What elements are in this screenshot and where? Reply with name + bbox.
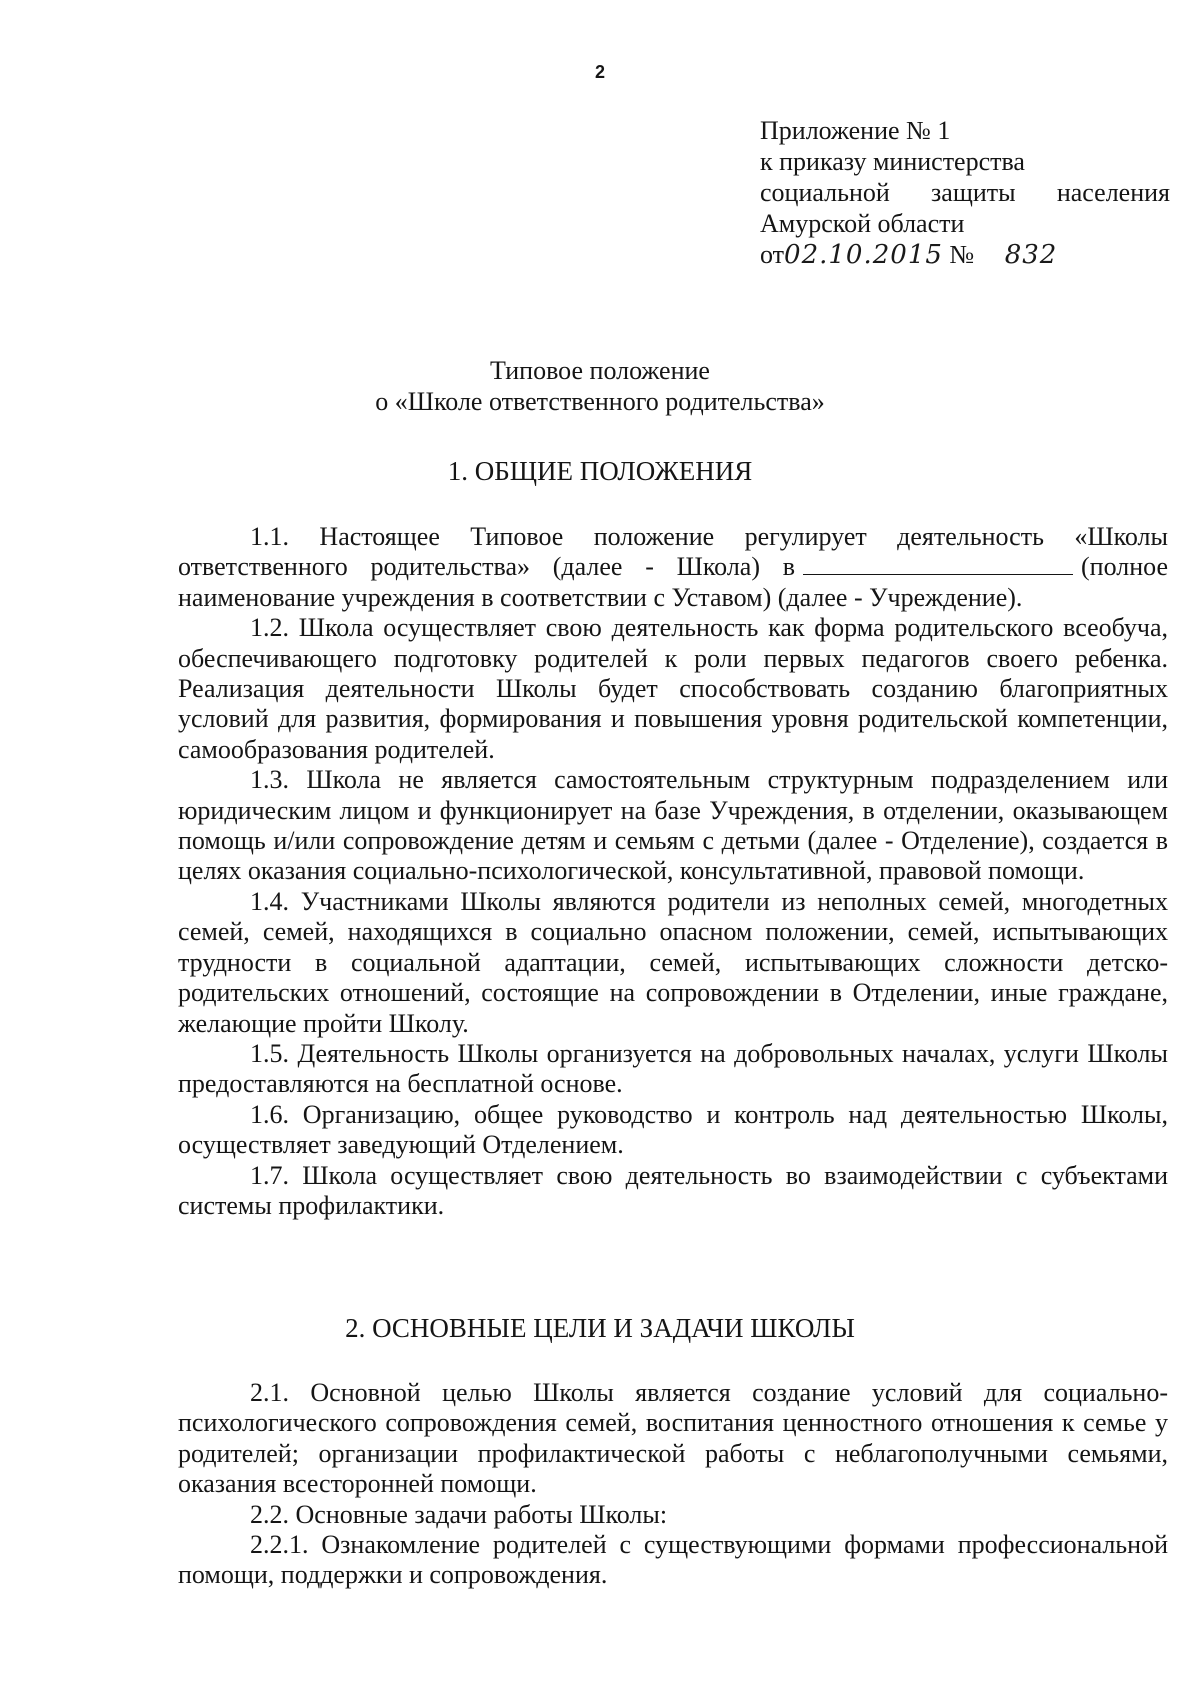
number-label: № (949, 240, 975, 269)
paragraph-1-6: 1.6. Организацию, общее руководство и контроль над деятельностью Школы, осуществляет заведующий Отделением. (178, 1099, 1168, 1160)
date-prefix: от (760, 240, 785, 269)
paragraph-1-2: 1.2. Школа осуществляет свою деятельность как форма родительского всеобуча, обеспечивающего подготовку родителей к роли первых педагогов своего ребенка. Реализация деятельности Школы будет способствовать созданию благоприятных условий для развития, формирования и повышения уровня родительской компетенции, самообразования родителей. (178, 613, 1168, 764)
section-2-body (178, 1378, 1168, 1591)
paragraph-1-5: 1.5. Деятельность Школы организуется на добровольных началах, услуги Школы предоставляются на бесплатной основе. (178, 1038, 1168, 1099)
page-number: 2 (594, 62, 605, 82)
title-line-1: Типовое положение (490, 356, 710, 385)
section-1-heading: 1. ОБЩИЕ ПОЛОЖЕНИЯ (447, 456, 753, 486)
handwritten-number: 832 (1004, 240, 1058, 270)
document-title (0, 355, 1200, 417)
paragraph-1-4: 1.4. Участниками Школы являются родители из неполных семей, многодетных семей, семей, находящихся в социально опасном положении, семей, испытывающих трудности в социальной адаптации, семей, испытывающих сложности детско-родительских отношений, состоящие на сопровождении в Отделении, иные граждане, желающие пройти Школу. (178, 886, 1168, 1038)
appendix-line-4: Амурской области (760, 209, 965, 238)
paragraph-1-3: 1.3. Школа не является самостоятельным структурным подразделением или юридическим лицом и функционирует на базе Учреждения, в отделении, оказывающем помощь и/или сопровождение детям и семьям с детьми (далее - Отделение), создается в целях оказания социально-психологической, консультативной, правовой помощи. (178, 765, 1168, 886)
paragraph-1-1 (178, 522, 1168, 613)
appendix-line-1: Приложение № 1 (760, 116, 951, 145)
paragraph-1-7: 1.7. Школа осуществляет свою деятельность во взаимодействии с субъектами системы профилактики. (178, 1160, 1168, 1220)
title-line-2: о «Школе ответственного родительства» (375, 387, 825, 416)
section-1-body (178, 522, 1168, 1221)
appendix-header (760, 115, 1170, 271)
paragraph-1-1-text-a: 1.1. Настоящее Типовое положение регулирует деятельность «Школы ответственного родительства» (далее - Школа) в (178, 522, 1168, 582)
fill-in-blank (803, 556, 1073, 575)
handwritten-date: 02.10.2015 (784, 240, 943, 270)
paragraph-2-2-1: 2.2.1. Ознакомление родителей с существующими формами профессиональной помощи, поддержки и сопровождения. (178, 1530, 1168, 1590)
paragraph-2-1: 2.1. Основной целью Школы является создание условий для социально-психологического сопровождения семей, воспитания ценностного отношения к семье у родителей; организации профилактической работы с неблагополучными семьями, оказания всесторонней помощи. (178, 1378, 1168, 1499)
section-2-heading: 2. ОСНОВНЫЕ ЦЕЛИ И ЗАДАЧИ ШКОЛЫ (345, 1313, 855, 1343)
appendix-line-2: к приказу министерства (760, 147, 1025, 176)
paragraph-2-2: 2.2. Основные задачи работы Школы: (250, 1499, 668, 1529)
appendix-date-line (760, 239, 1170, 271)
paragraph-1-1-text-b: (полное наименование учреждения в соответствии с Уставом) (далее - Учреждение). (178, 552, 1168, 612)
appendix-line-3: социальной защиты населения (760, 178, 1170, 207)
